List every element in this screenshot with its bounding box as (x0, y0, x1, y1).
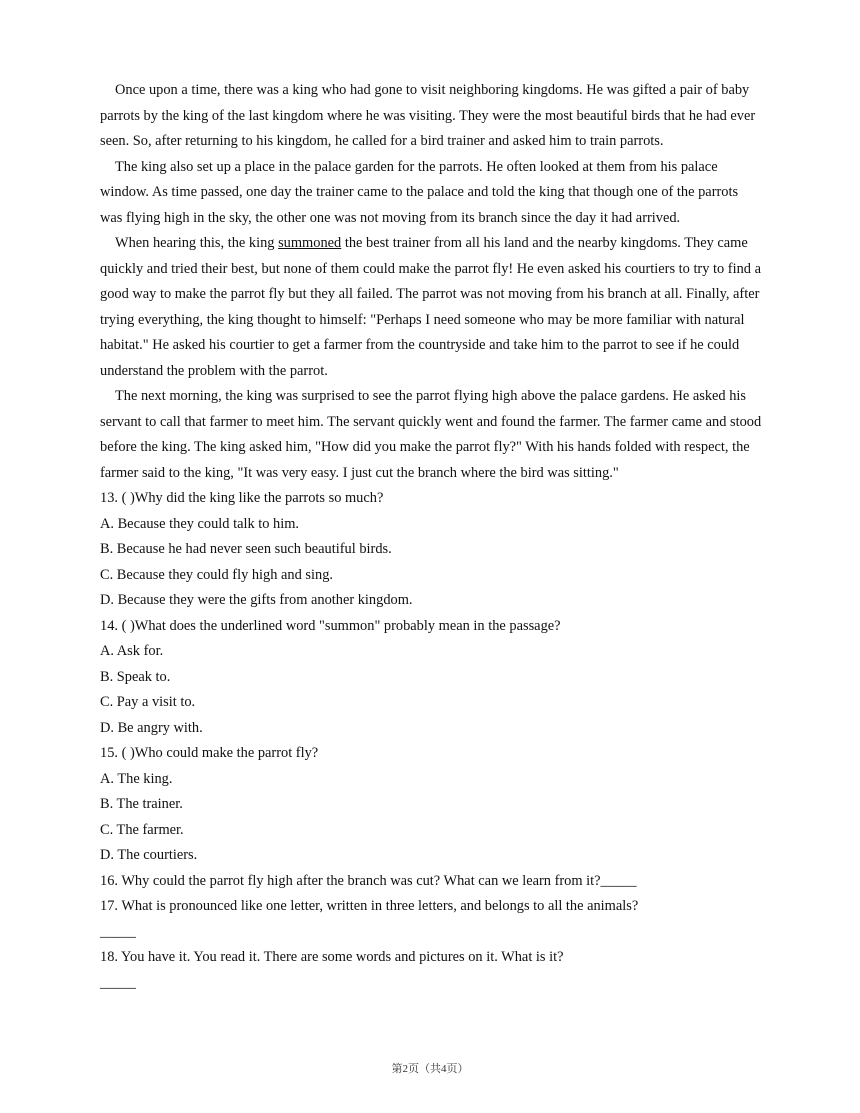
question-13-stem: 13. ( )Why did the king like the parrots so much? (100, 490, 384, 506)
passage-paragraph-1: Once upon a time, there was a king who had gone to visit neighboring kingdoms. He was gifted a pair of baby parrots by the king of the last kingdom where he was visiting. They were the most beautiful birds that he had ever seen. So, after returning to his kingdom, he called for a bird trainer and asked him to train parrots. (100, 82, 756, 149)
question-15-option-c: C. The farmer. (100, 821, 184, 838)
passage-paragraph-3 (100, 231, 762, 384)
question-15-stem: 15. ( )Who could make the parrot fly? (100, 745, 319, 761)
page-content (100, 78, 762, 996)
reading-passage (100, 78, 762, 486)
question-14-option-b: B. Speak to. (100, 668, 171, 685)
question-18: 18. You have it. You read it. There are some words and pictures on it. What is it? (100, 949, 564, 965)
question-13-option-c: C. Because they could fly high and sing. (100, 566, 334, 583)
question-13-option-b: B. Because he had never seen such beautiful birds. (100, 541, 392, 557)
passage-p3-before: When hearing this, the king (115, 235, 279, 251)
passage-p3-after: the best trainer from all his land and the nearby kingdoms. They came quickly and tried their best, but none of them could make the parrot fly! He even asked his courtiers to try to find a good way to make the parrot fly but they all failed. The parrot was not moving from his branch at all. Finally, after trying everything, the king thought to himself: "Perhaps I need someone who may be more familiar with natural habitat." He asked his courtier to get a farmer from the countryside and take him to the parrot to see if he could understand the problem with the parrot. (100, 235, 761, 379)
question-14-option-a: A. Ask for. (100, 643, 164, 659)
question-17: 17. What is pronounced like one letter, written in three letters, and belongs to all the animals? (100, 898, 639, 914)
question-14-stem: 14. ( )What does the underlined word "summon" probably mean in the passage? (100, 617, 561, 634)
passage-paragraph-2: The king also set up a place in the palace garden for the parrots. He often looked at them from his palace window. As time passed, one day the trainer came to the palace and told the king that though one of the parrots was flying high in the sky, the other one was not moving from its branch since the day it had arrived. (100, 158, 739, 226)
question-15-option-b: B. The trainer. (100, 796, 183, 812)
question-13-option-a: A. Because they could talk to him. (100, 515, 300, 532)
question-15-option-a: A. The king. (100, 770, 173, 787)
underlined-word: summoned (278, 235, 342, 251)
question-18-answer-blank: _____ (100, 974, 136, 991)
question-13-option-d: D. Because they were the gifts from another kingdom. (100, 592, 413, 608)
question-15-option-d: D. The courtiers. (100, 847, 198, 863)
question-14-option-c: C. Pay a visit to. (100, 694, 196, 710)
questions (100, 486, 762, 996)
passage-paragraph-4: The next morning, the king was surprised to see the parrot flying high above the palace gardens. He asked his servant to call that farmer to meet him. The servant quickly went and found the farmer. The farmer came and stood before the king. The king asked him, "How did you make the parrot fly?" With his hands folded with respect, the farmer said to the king, "It was very easy. I just cut the branch where the bird was sitting." (100, 388, 762, 481)
question-16: 16. Why could the parrot fly high after the branch was cut? What can we learn from it?_____ (100, 872, 637, 889)
question-17-answer-blank: _____ (100, 923, 136, 940)
page-footer: 第2页（共4页） (391, 1063, 469, 1075)
question-14-option-d: D. Be angry with. (100, 719, 203, 736)
